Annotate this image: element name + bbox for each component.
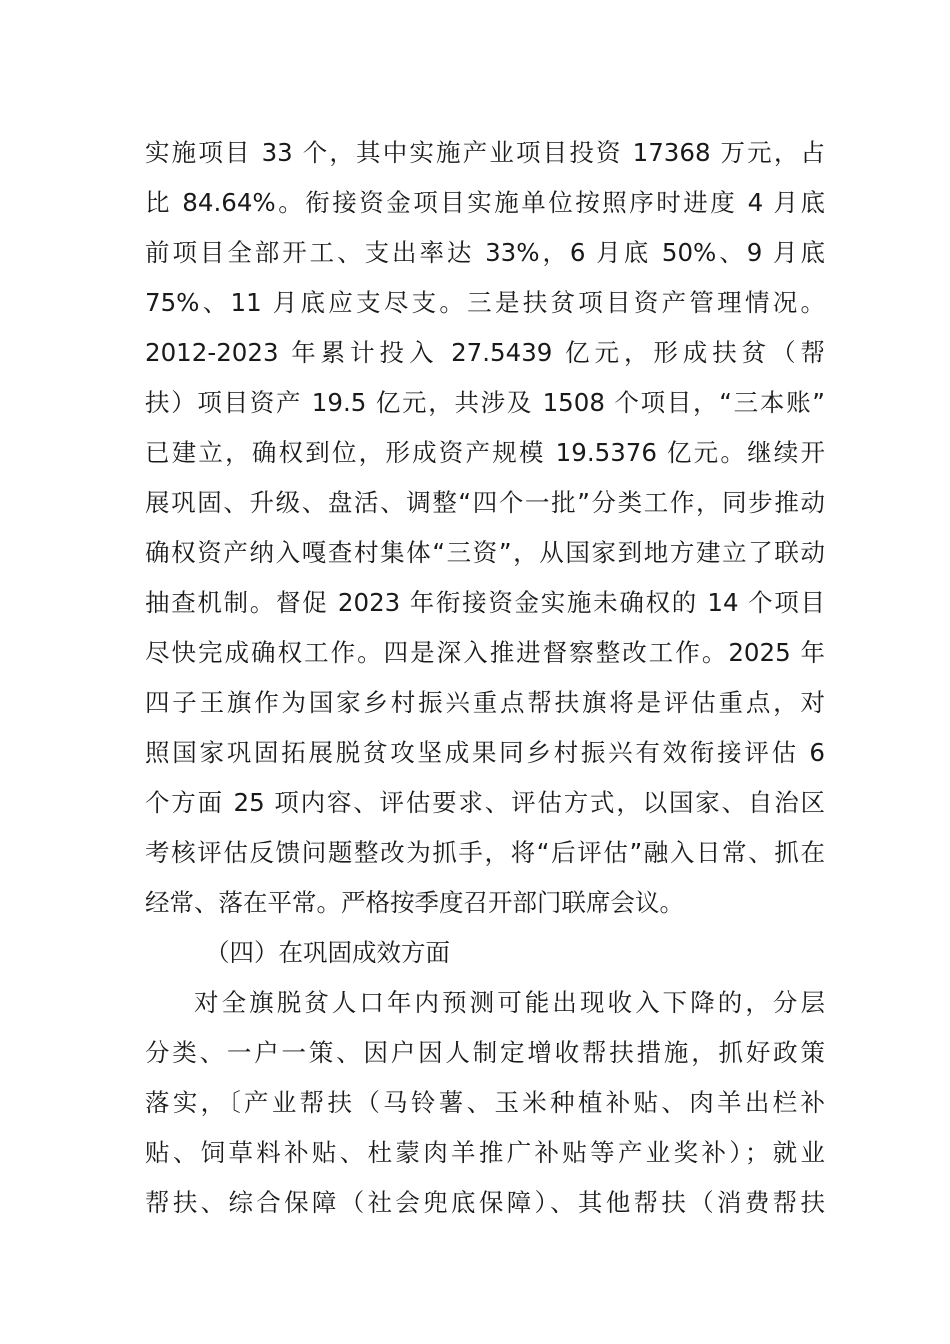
text-line: 经常、落在平常。严格按季度召开部门联席会议。	[145, 888, 684, 917]
text-line: 尽快完成确权工作。四是深入推进督察整改工作。2025 年	[145, 638, 825, 667]
text-line: 帮扶、综合保障（社会兜底保障）、其他帮扶（消费帮扶	[145, 1188, 825, 1217]
text-line: 扶）项目资产 19.5 亿元，共涉及 1508 个项目，“三本账”	[145, 388, 825, 417]
text-line: 比 84.64%。衔接资金项目实施单位按照序时进度 4 月底	[145, 188, 825, 217]
text-line: 展巩固、升级、盘活、调整“四个一批”分类工作，同步推动	[145, 488, 825, 517]
text-line: 照国家巩固拓展脱贫攻坚成果同乡村振兴有效衔接评估 6	[145, 738, 825, 767]
text-line: 抽查机制。督促 2023 年衔接资金实施未确权的 14 个项目	[145, 588, 825, 617]
text-line: 个方面 25 项内容、评估要求、评估方式，以国家、自治区	[145, 788, 825, 817]
text-line: 对全旗脱贫人口年内预测可能出现收入下降的，分层	[194, 988, 825, 1017]
text-line: 前项目全部开工、支出率达 33%，6 月底 50%、9 月底	[145, 238, 825, 267]
text-line: 分类、一户一策、因户因人制定增收帮扶措施，抓好政策	[145, 1038, 825, 1067]
text-line: 75%、11 月底应支尽支。三是扶贫项目资产管理情况。	[145, 288, 825, 317]
text-line: 考核评估反馈问题整改为抓手，将“后评估”融入日常、抓在	[145, 838, 825, 867]
text-line: 四子王旗作为国家乡村振兴重点帮扶旗将是评估重点，对	[145, 688, 825, 717]
text-line: 已建立，确权到位，形成资产规模 19.5376 亿元。继续开	[145, 438, 825, 467]
text-line: 贴、饲草料补贴、杜蒙肉羊推广补贴等产业奖补）；就业	[145, 1138, 825, 1167]
section-heading: （四）在巩固成效方面	[205, 938, 450, 967]
text-line: 落实，〔产业帮扶（马铃薯、玉米种植补贴、肉羊出栏补	[145, 1088, 825, 1117]
text-line: 确权资产纳入嘎查村集体“三资”，从国家到地方建立了联动	[145, 538, 825, 567]
document-body	[145, 128, 825, 1228]
text-line: 实施项目 33 个，其中实施产业项目投资 17368 万元，占	[145, 138, 825, 167]
text-line: 2012-2023 年累计投入 27.5439 亿元，形成扶贫（帮	[145, 338, 825, 367]
